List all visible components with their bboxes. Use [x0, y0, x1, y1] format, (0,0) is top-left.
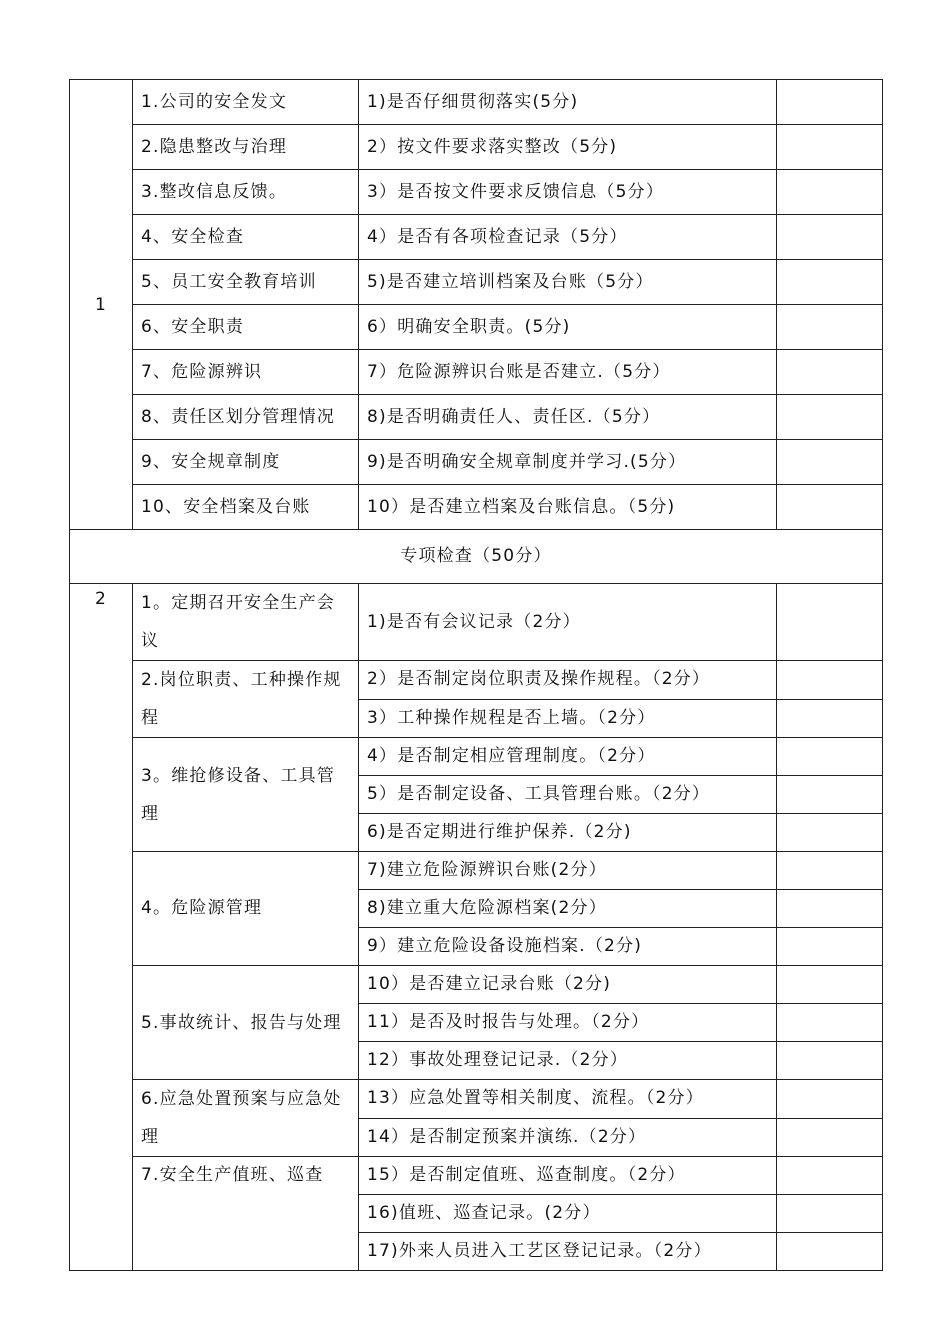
score-cell[interactable] [777, 661, 883, 700]
score-cell[interactable] [777, 125, 883, 170]
table-row [70, 440, 883, 485]
criterion-cell: 15）是否制定值班、巡查制度。（2分） [359, 1157, 777, 1195]
criterion-cell: 7）危险源辨识台账是否建立.（5分） [359, 350, 777, 395]
table-row [70, 661, 883, 700]
score-cell[interactable] [777, 1080, 883, 1119]
table-row [70, 80, 883, 125]
score-cell[interactable] [777, 350, 883, 395]
score-cell[interactable] [777, 852, 883, 890]
table-row [70, 350, 883, 395]
table-row [70, 170, 883, 215]
item-cell: 6.应急处置预案与应急处理 [133, 1080, 359, 1157]
item-cell: 4、安全检查 [133, 215, 359, 260]
table-row [70, 485, 883, 530]
score-cell[interactable] [777, 966, 883, 1004]
score-cell[interactable] [777, 1042, 883, 1080]
score-cell[interactable] [777, 1195, 883, 1233]
criterion-cell: 10）是否建立记录台账（2分) [359, 966, 777, 1004]
score-cell[interactable] [777, 440, 883, 485]
criterion-cell: 4）是否制定相应管理制度。（2分） [359, 738, 777, 776]
criterion-cell: 8)建立重大危险源档案(2分） [359, 890, 777, 928]
section-header: 专项检查（50分） [70, 530, 883, 584]
criterion-cell: 14）是否制定预案并演练.（2分） [359, 1118, 777, 1157]
criterion-cell: 2）按文件要求落实整改（5分) [359, 125, 777, 170]
table-row [70, 305, 883, 350]
inspection-table [69, 79, 883, 1271]
criterion-cell: 5)是否建立培训档案及台账（5分） [359, 260, 777, 305]
score-cell[interactable] [777, 305, 883, 350]
item-cell: 5.事故统计、报告与处理 [133, 966, 359, 1080]
section-number: 1 [70, 80, 133, 530]
score-cell[interactable] [777, 1118, 883, 1157]
score-cell[interactable] [777, 395, 883, 440]
table-row [70, 738, 883, 776]
criterion-cell: 3）是否按文件要求反馈信息（5分） [359, 170, 777, 215]
criterion-cell: 9）建立危险设备设施档案.（2分) [359, 928, 777, 966]
score-cell[interactable] [777, 699, 883, 738]
criterion-cell: 17)外来人员进入工艺区登记记录。（2分） [359, 1233, 777, 1271]
item-cell: 10、安全档案及台账 [133, 485, 359, 530]
criterion-cell: 1)是否有会议记录（2分） [359, 584, 777, 661]
criterion-cell: 1)是否仔细贯彻落实(5分) [359, 80, 777, 125]
criterion-cell: 3）工种操作规程是否上墙。（2分） [359, 699, 777, 738]
item-cell: 9、安全规章制度 [133, 440, 359, 485]
score-cell[interactable] [777, 215, 883, 260]
score-cell[interactable] [777, 1157, 883, 1195]
criterion-cell: 8)是否明确责任人、责任区.（5分） [359, 395, 777, 440]
item-cell: 1.公司的安全发文 [133, 80, 359, 125]
item-cell: 2.隐患整改与治理 [133, 125, 359, 170]
score-cell[interactable] [777, 485, 883, 530]
criterion-cell: 4）是否有各项检查记录（5分） [359, 215, 777, 260]
table-row [70, 584, 883, 661]
table-row [70, 125, 883, 170]
score-cell[interactable] [777, 260, 883, 305]
criterion-cell: 6）明确安全职责。(5分) [359, 305, 777, 350]
score-cell[interactable] [777, 738, 883, 776]
table-row [70, 260, 883, 305]
score-cell[interactable] [777, 80, 883, 125]
item-cell: 5、员工安全教育培训 [133, 260, 359, 305]
score-cell[interactable] [777, 584, 883, 661]
table-row [70, 1157, 883, 1195]
section-header-row [70, 530, 883, 584]
criterion-cell: 7)建立危险源辨识台账(2分） [359, 852, 777, 890]
score-cell[interactable] [777, 1233, 883, 1271]
item-cell: 8、责任区划分管理情况 [133, 395, 359, 440]
criterion-cell: 6)是否定期进行维护保养.（2分) [359, 814, 777, 852]
item-cell: 4。危险源管理 [133, 852, 359, 966]
criterion-cell: 10）是否建立档案及台账信息。（5分) [359, 485, 777, 530]
criterion-cell: 16)值班、巡查记录。(2分） [359, 1195, 777, 1233]
score-cell[interactable] [777, 776, 883, 814]
item-cell: 6、安全职责 [133, 305, 359, 350]
score-cell[interactable] [777, 170, 883, 215]
table-row [70, 966, 883, 1004]
table-row [70, 395, 883, 440]
item-cell: 3。维抢修设备、工具管理 [133, 738, 359, 852]
table-row [70, 852, 883, 890]
score-cell[interactable] [777, 1004, 883, 1042]
item-cell: 7.安全生产值班、巡查 [133, 1157, 359, 1271]
section-number: 2 [70, 584, 133, 1271]
table-row [70, 215, 883, 260]
score-cell[interactable] [777, 814, 883, 852]
score-cell[interactable] [777, 890, 883, 928]
item-cell: 1。定期召开安全生产会议 [133, 584, 359, 661]
item-cell: 7、危险源辨识 [133, 350, 359, 395]
item-cell: 2.岗位职责、工种操作规程 [133, 661, 359, 738]
table-row [70, 1080, 883, 1119]
criterion-cell: 9)是否明确安全规章制度并学习.(5分） [359, 440, 777, 485]
score-cell[interactable] [777, 928, 883, 966]
criterion-cell: 5）是否制定设备、工具管理台账。（2分） [359, 776, 777, 814]
criterion-cell: 2）是否制定岗位职责及操作规程。（2分） [359, 661, 777, 700]
item-cell: 3.整改信息反馈。 [133, 170, 359, 215]
criterion-cell: 13）应急处置等相关制度、流程。（2分） [359, 1080, 777, 1119]
criterion-cell: 12）事故处理登记记录.（2分） [359, 1042, 777, 1080]
criterion-cell: 11）是否及时报告与处理。（2分） [359, 1004, 777, 1042]
